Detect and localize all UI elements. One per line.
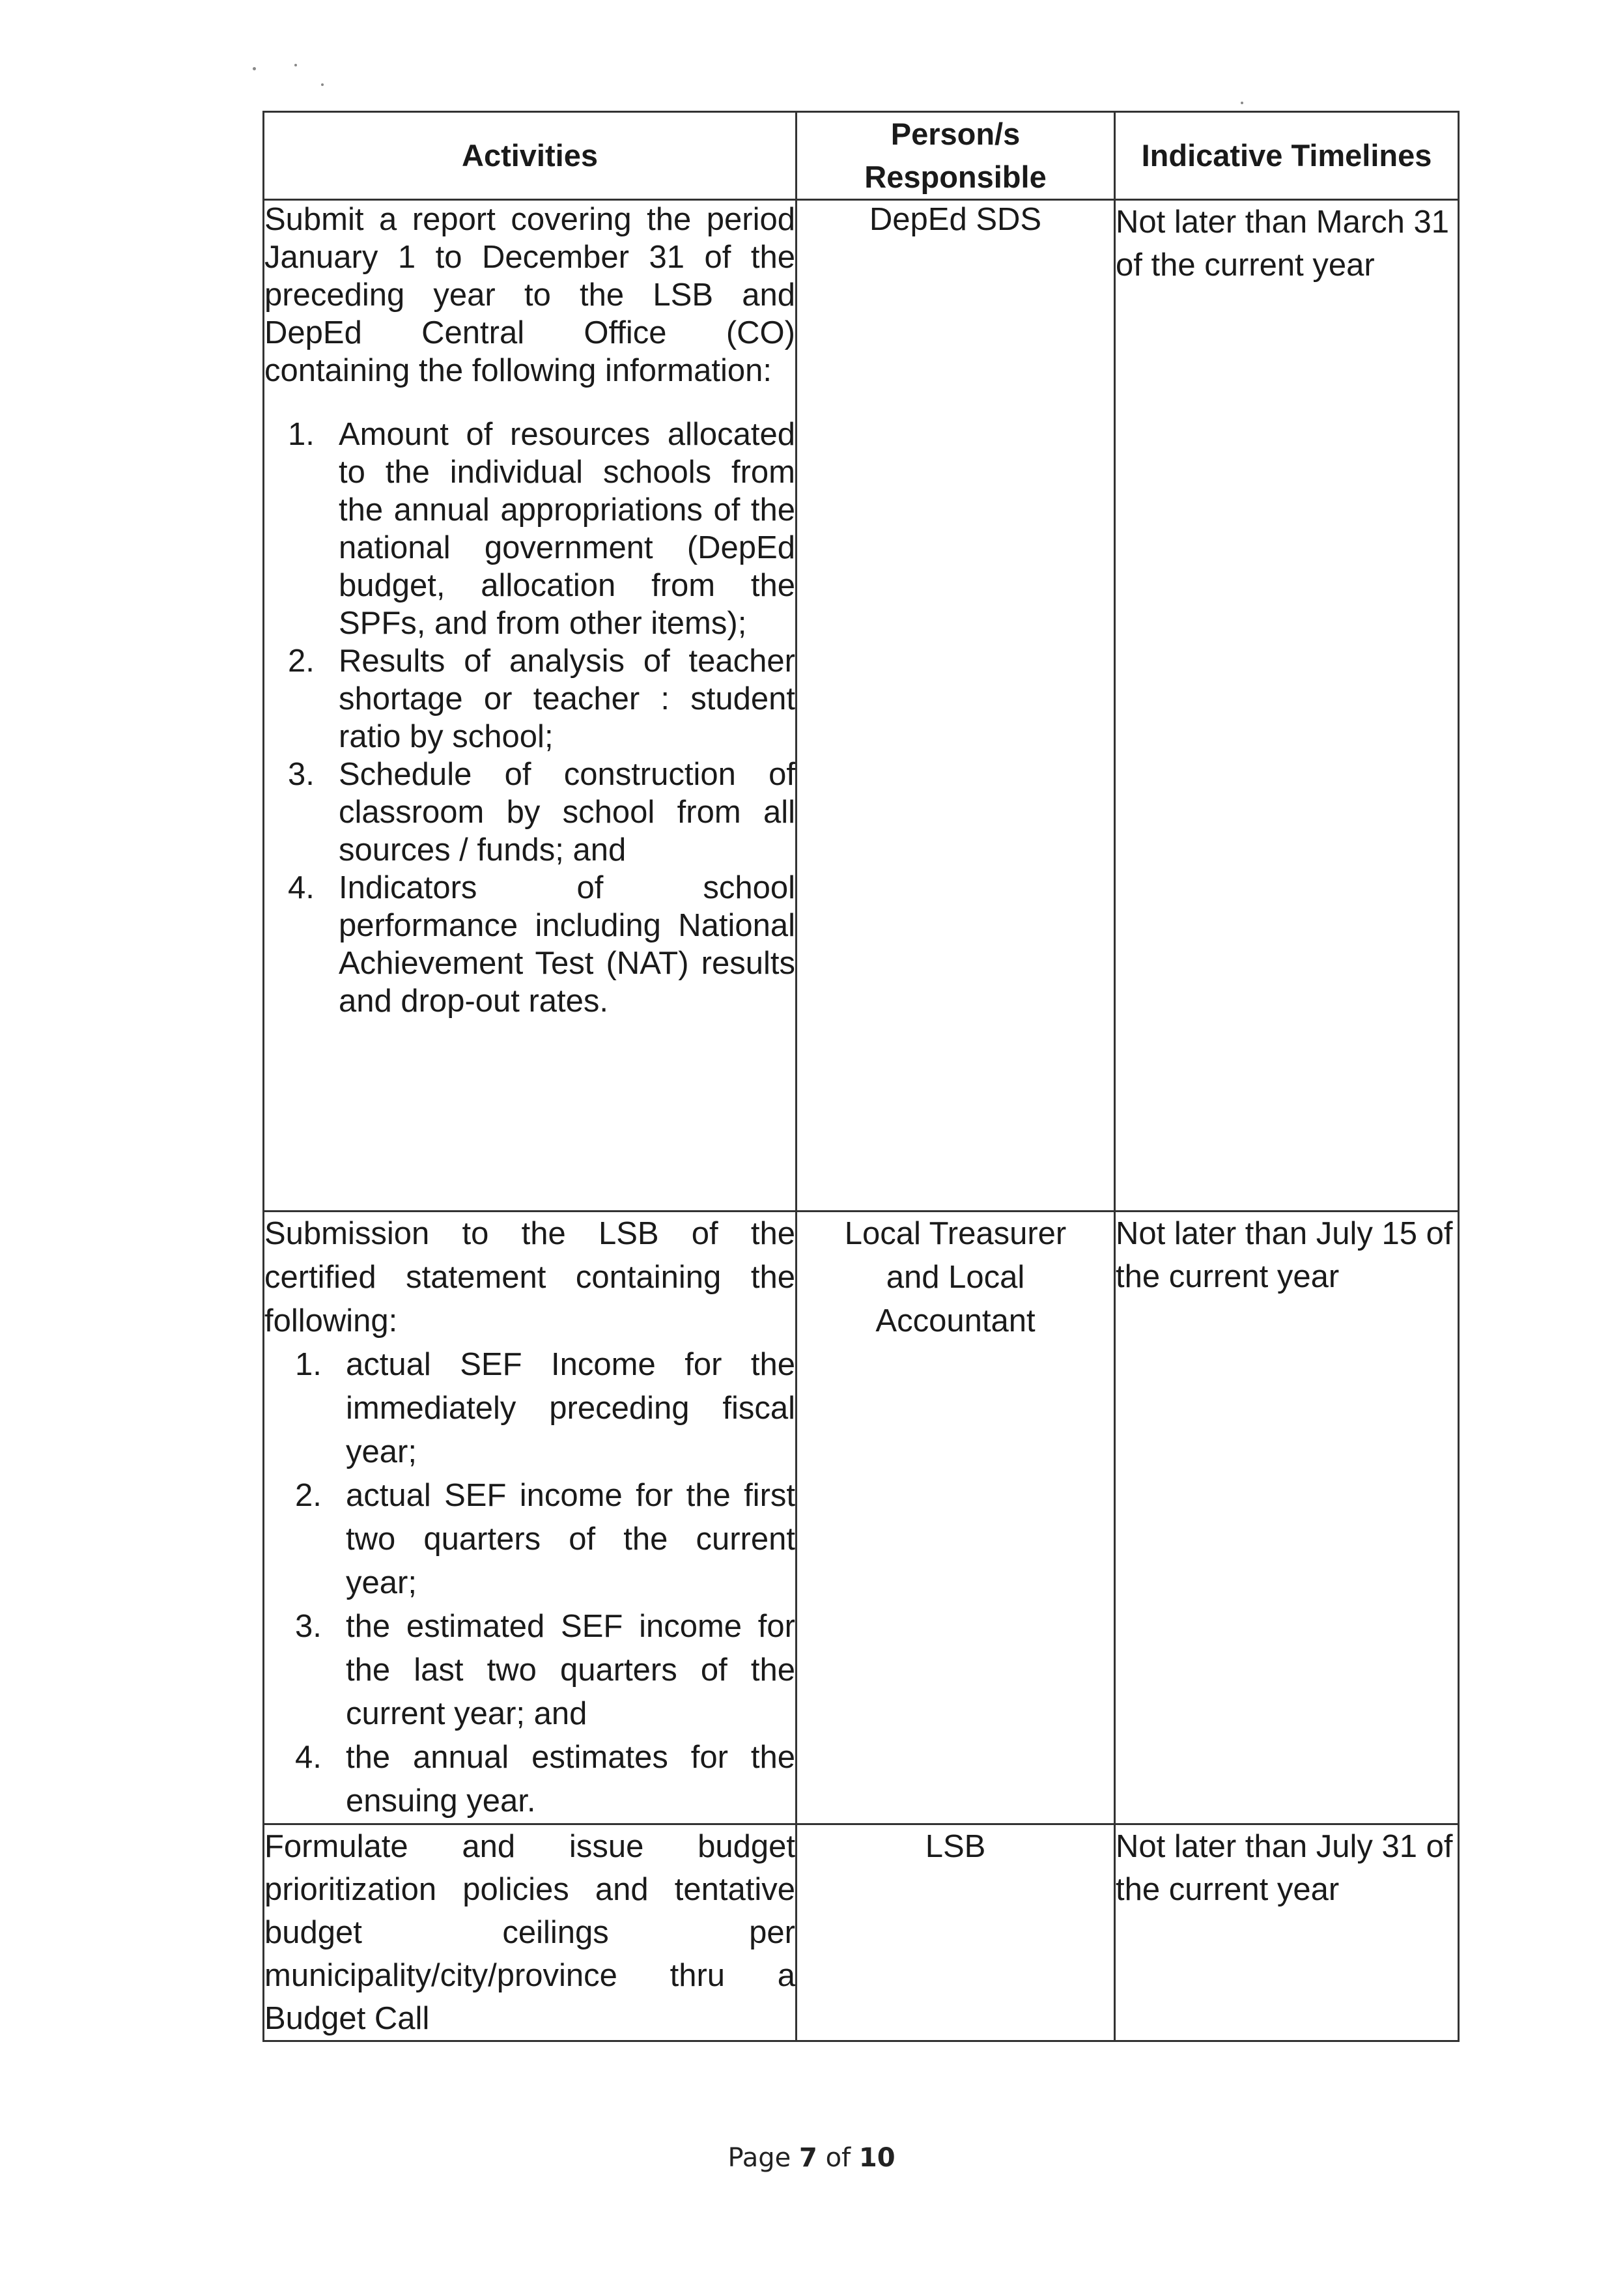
total-page-count: 10 bbox=[858, 2143, 896, 2173]
activity-intro: Submit a report covering the period January 1 to December 31 of the preceding year to the LSB and DepEd Central Office (CO) containing the following information: bbox=[264, 202, 795, 388]
table-row bbox=[264, 1212, 1459, 1824]
list-item bbox=[264, 1343, 795, 1474]
list-item bbox=[264, 756, 795, 869]
header-indicative-timelines: Indicative Timelines bbox=[1115, 112, 1459, 200]
list-item-text: actual SEF Income for the immediately preceding fiscal year; bbox=[346, 1347, 795, 1469]
page-number-footer bbox=[0, 2143, 1623, 2173]
list-item bbox=[264, 1474, 795, 1605]
list-item-text: Amount of resources allocated to the individual schools from the annual appropriations of the national government (DepEd budget, allocation from the SPFs, and from other items); bbox=[339, 417, 795, 641]
list-item-number: 3. bbox=[295, 1609, 322, 1644]
timeline-cell: Not later than March 31 of the current year bbox=[1115, 200, 1459, 1212]
scan-speck bbox=[321, 83, 324, 86]
list-item-number: 1. bbox=[288, 417, 315, 452]
activity-item-list bbox=[264, 1343, 795, 1823]
person-responsible-cell: DepEd SDS bbox=[797, 200, 1115, 1212]
table-row bbox=[264, 1824, 1459, 2041]
list-item bbox=[264, 1605, 795, 1736]
list-item-text: Indicators of school performance including National Achievement Test (NAT) results and drop-out rates. bbox=[339, 870, 795, 1019]
timeline-cell: Not later than July 15 of the current year bbox=[1115, 1212, 1459, 1824]
person-responsible-cell: Local Treasurer and Local Accountant bbox=[797, 1212, 1115, 1824]
scan-speck bbox=[253, 67, 256, 70]
activity-cell bbox=[264, 1212, 797, 1824]
list-item-number: 2. bbox=[288, 644, 315, 679]
list-item bbox=[264, 869, 795, 1020]
scan-speck bbox=[294, 64, 297, 66]
activity-cell bbox=[264, 1824, 797, 2041]
timeline-cell: Not later than July 31 of the current year bbox=[1115, 1824, 1459, 2041]
header-persons-responsible: Person/s Responsible bbox=[797, 112, 1115, 200]
list-item-number: 2. bbox=[295, 1478, 322, 1513]
table-header-row bbox=[264, 112, 1459, 200]
list-item-number: 3. bbox=[288, 757, 315, 792]
activity-intro: Submission to the LSB of the certified statement containing the following: bbox=[264, 1216, 795, 1339]
activity-intro: Formulate and issue budget prioritization policies and tentative budget ceilings per municipality/city/province thru a Budget Call bbox=[264, 1829, 795, 2036]
list-item-number: 1. bbox=[295, 1347, 322, 1382]
scan-speck bbox=[1241, 102, 1243, 104]
list-item-text: the estimated SEF income for the last two quarters of the current year; and bbox=[346, 1609, 795, 1731]
list-item-text: actual SEF income for the first two quarters of the current year; bbox=[346, 1478, 795, 1600]
list-item-text: Schedule of construction of classroom by school from all sources / funds; and bbox=[339, 757, 795, 868]
person-responsible-cell: LSB bbox=[797, 1824, 1115, 2041]
list-item bbox=[264, 1736, 795, 1823]
page-of-label: of bbox=[825, 2143, 851, 2173]
table-row bbox=[264, 200, 1459, 1212]
list-item-text: the annual estimates for the ensuing year. bbox=[346, 1740, 795, 1819]
list-item-text: Results of analysis of teacher shortage or teacher : student ratio by school; bbox=[339, 644, 795, 754]
page-label: Page bbox=[727, 2143, 791, 2173]
list-item-number: 4. bbox=[288, 870, 315, 905]
activity-item-list bbox=[264, 416, 795, 1020]
current-page-number: 7 bbox=[799, 2143, 817, 2173]
activities-table bbox=[262, 111, 1460, 2042]
list-item bbox=[264, 642, 795, 756]
header-activities: Activities bbox=[264, 112, 797, 200]
list-item bbox=[264, 416, 795, 642]
list-item-number: 4. bbox=[295, 1740, 322, 1775]
activity-cell bbox=[264, 200, 797, 1212]
